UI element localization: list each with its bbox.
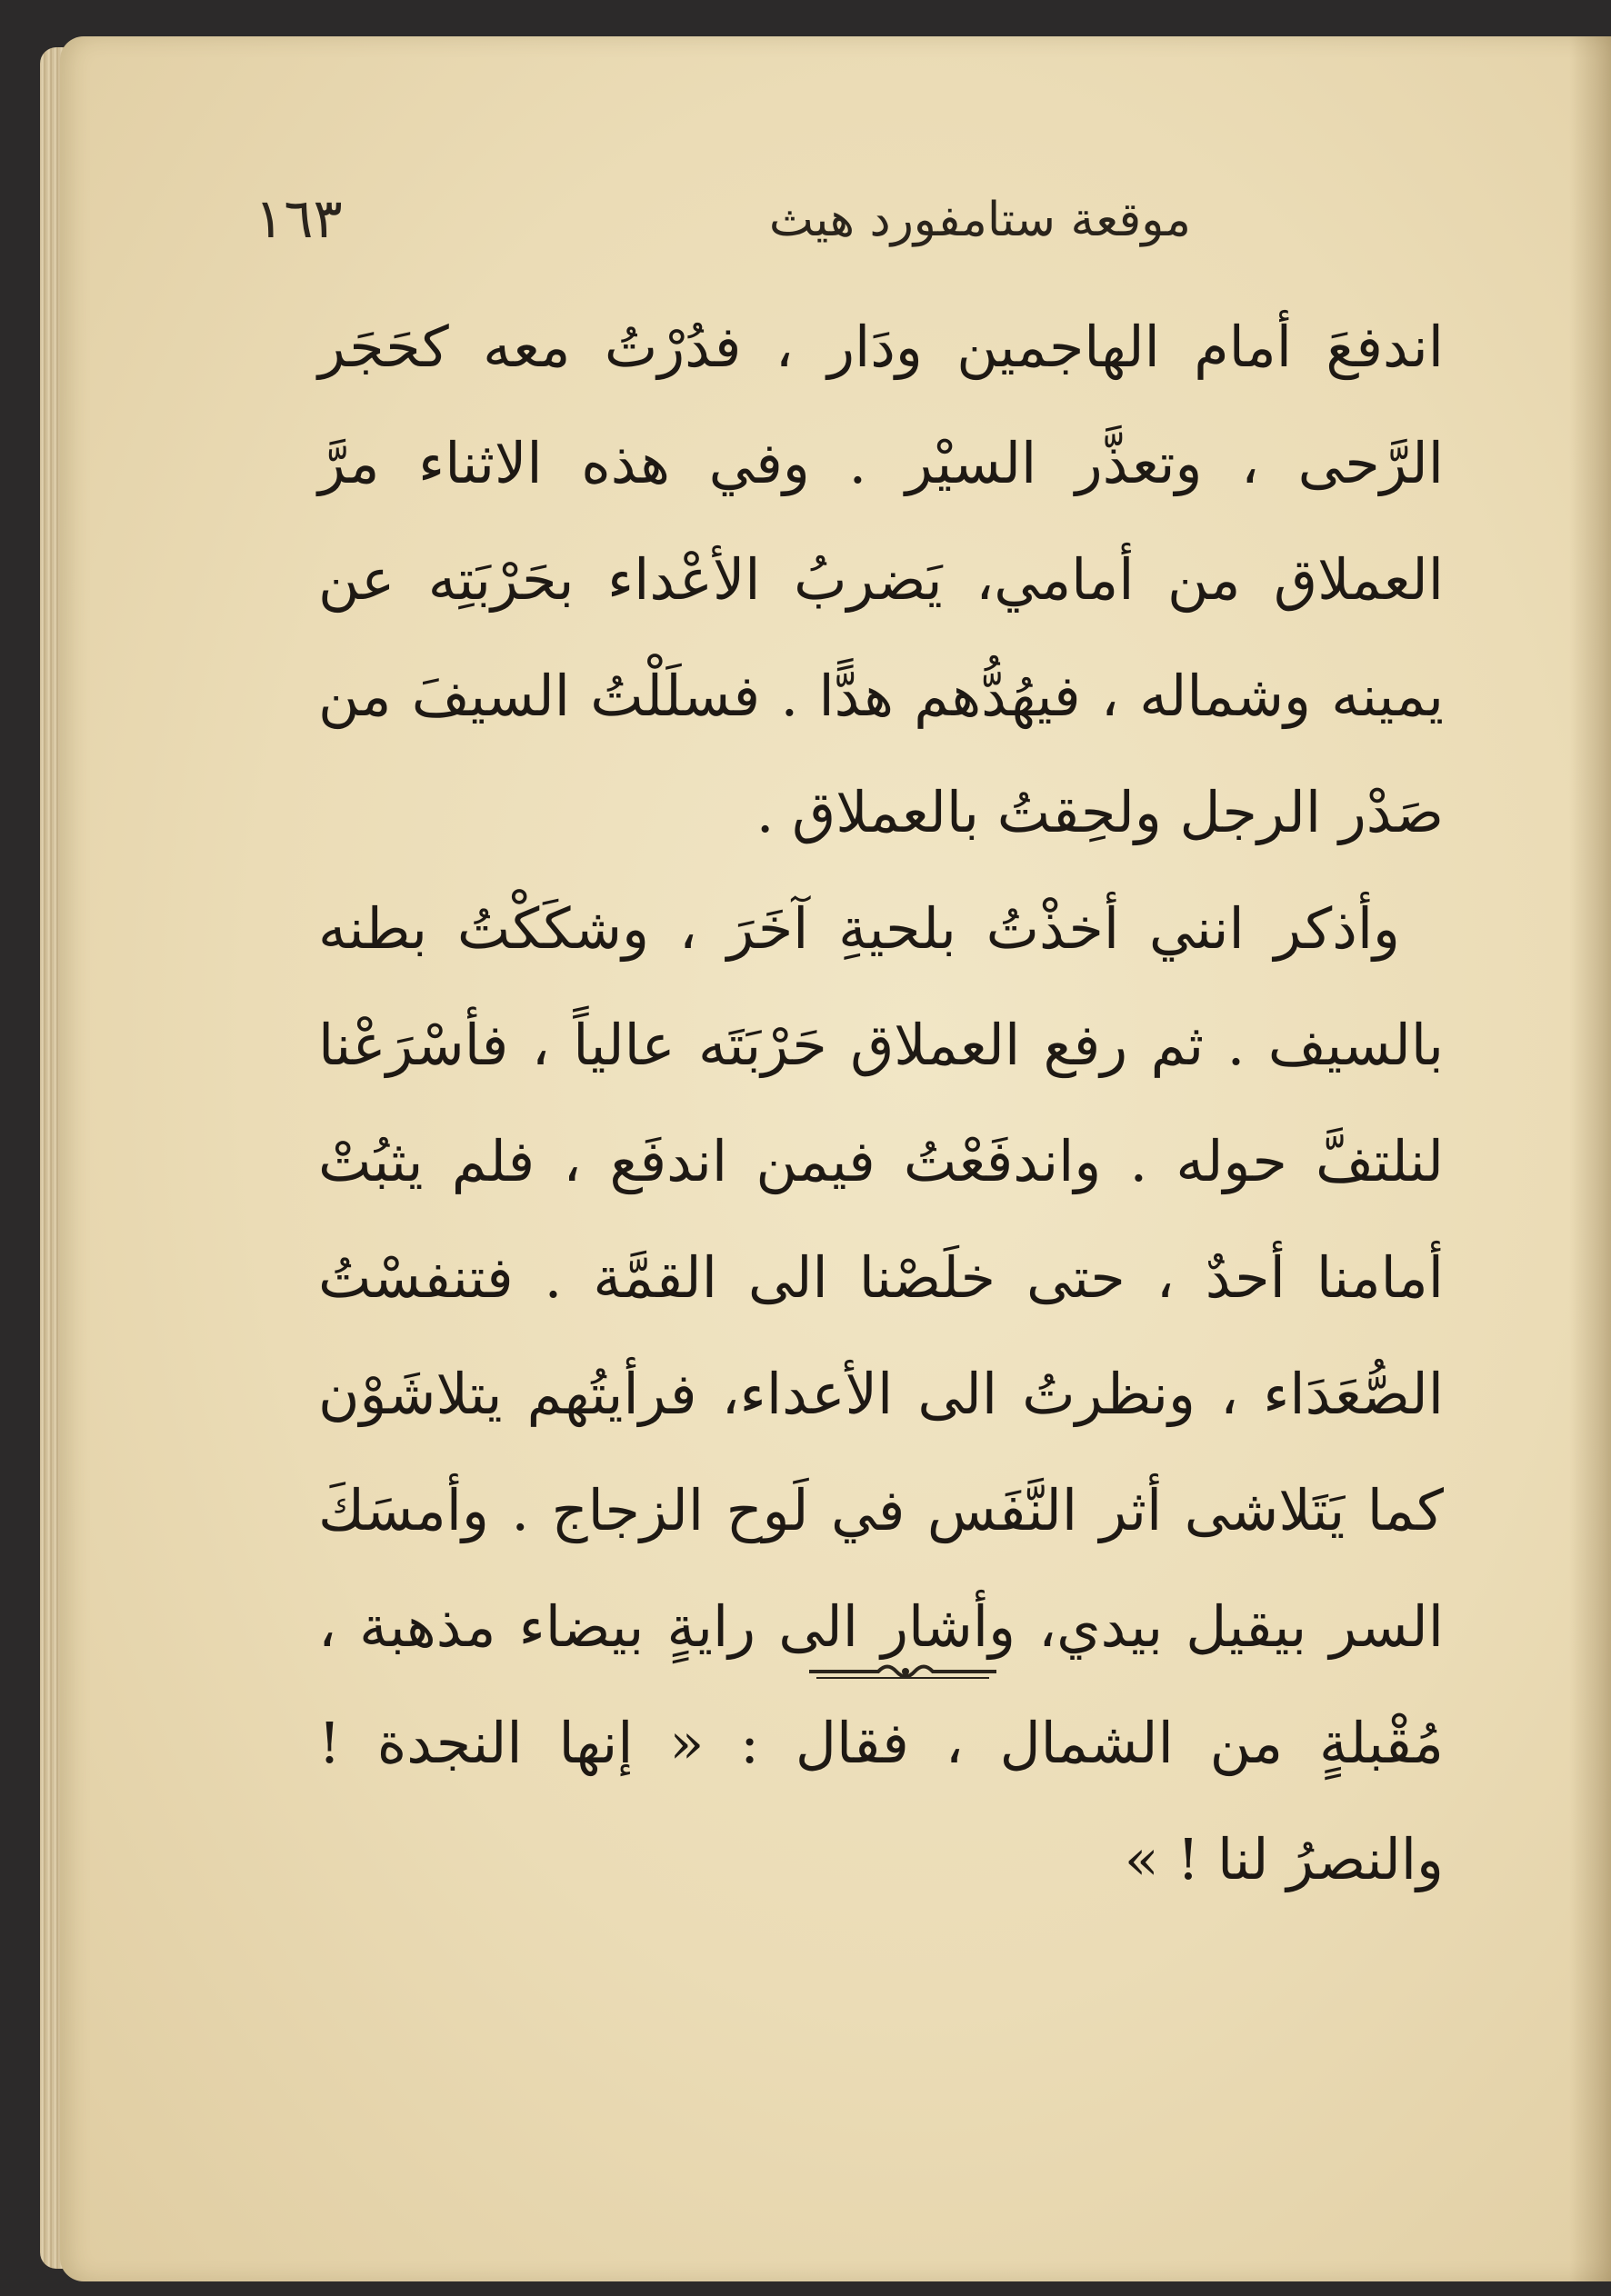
paragraph: وأذكر انني أخذْتُ بلحيةِ آخَرَ ، وشكَكْتُ بطنه بالسيف . ثم رفع العملاق حَرْبَتَه عالياً ، فأسْرَعْنا لنلتفَّ حوله . واندفَعْتُ فيمن اندفَع ، فلم يثبُتْ أمامنا أحدٌ ، حتى خلَصْنا الى القمَّة . فتنفسْتُ الصُّعَدَاء ، ونظرتُ الى الأعداء، فرأيتُهم يتلاشَوْن كما يَتَلاشى أثر النَّفَس في لَوح الزجاج . وأمسَكَ السر بيقيل بيدي، وأشار الى رايةٍ بيضاء مذهبة ، مُقْبلةٍ من الشمال ، فقال : « إنها النجدة ! والنصرُ لنا ! » <box>318 895 1444 1892</box>
end-ornament <box>807 1656 998 1687</box>
gutter-shadow <box>1569 36 1611 2281</box>
page-number: ١٦٣ <box>255 187 343 251</box>
page-header <box>255 187 1455 275</box>
running-title: موقعة ستامفورد هيث <box>768 193 1191 247</box>
paragraph: اندفعَ أمام الهاجمين ودَار ، فدُرْتُ معه كحَجَر الرَّحى ، وتعذَّر السيْر . وفي هذه الاثناء مرَّ العملاق من أمامي، يَضربُ الأعْداء بحَرْبَتِه عن يمينه وشماله ، فيهُدُّهم هدًّا . فسلَلْتُ السيفَ من صَدْر الرجل ولحِقتُ بالعملاق . <box>318 314 1444 845</box>
